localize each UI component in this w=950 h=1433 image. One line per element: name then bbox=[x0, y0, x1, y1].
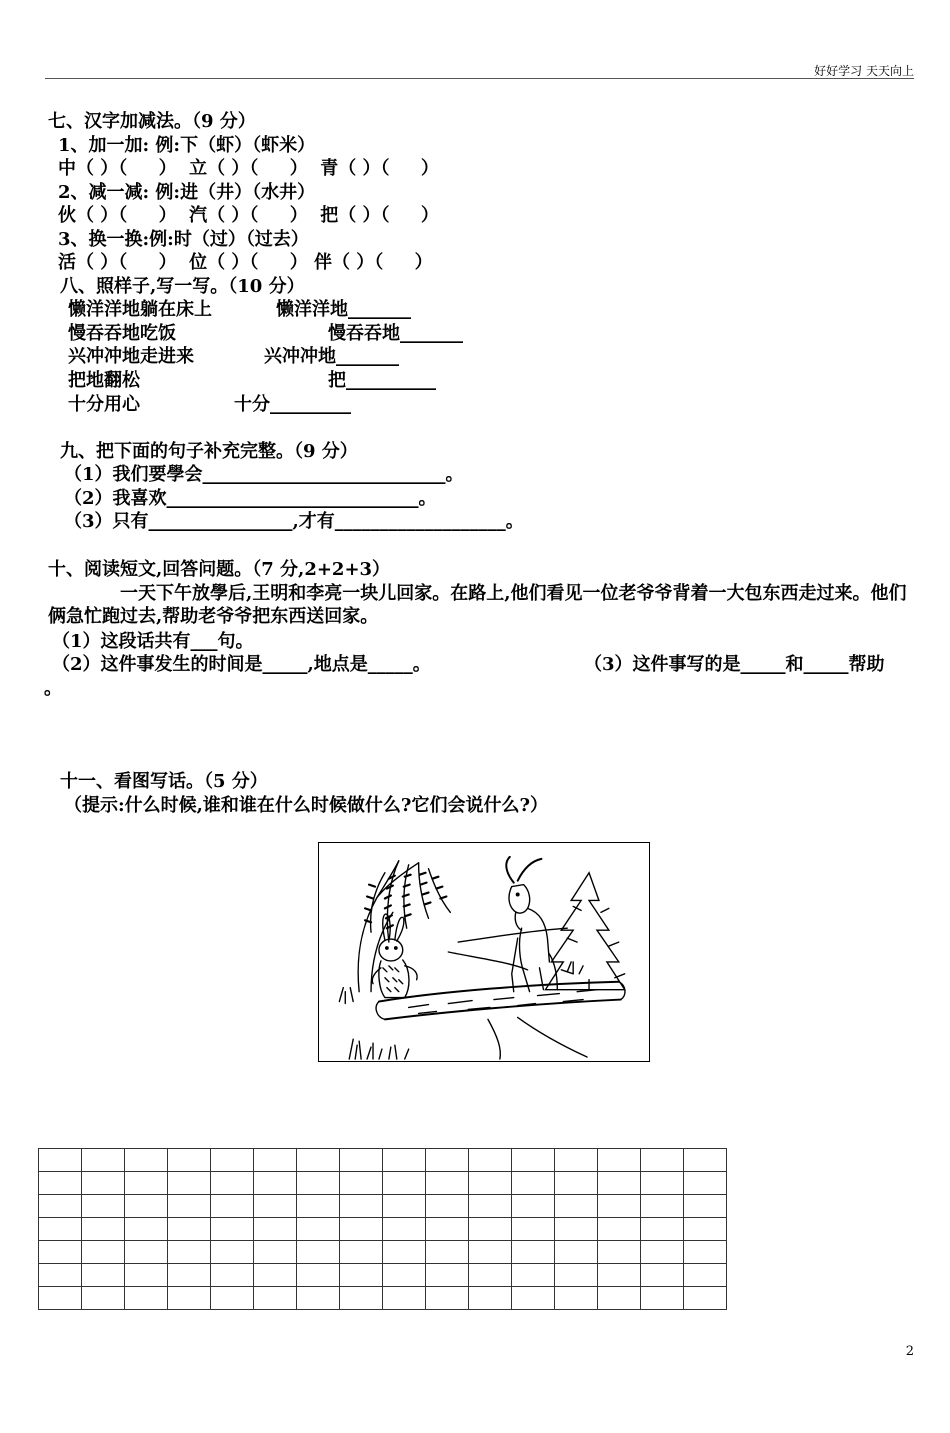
grid-cell[interactable] bbox=[211, 1287, 254, 1310]
grid-row bbox=[39, 1241, 727, 1264]
grid-cell[interactable] bbox=[340, 1241, 383, 1264]
section8-prompt: 十分_________ bbox=[234, 394, 351, 415]
grid-cell[interactable] bbox=[39, 1241, 82, 1264]
section7-q2-items: 伙（ ）（ ） 汽（ ）（ ） 把（ ）（ ） bbox=[58, 205, 439, 226]
grid-cell[interactable] bbox=[469, 1264, 512, 1287]
writing-grid[interactable] bbox=[38, 1148, 727, 1310]
grid-cell[interactable] bbox=[641, 1195, 684, 1218]
grid-cell[interactable] bbox=[512, 1241, 555, 1264]
section8-example: 把地翻松 bbox=[68, 370, 140, 391]
grid-cell[interactable] bbox=[340, 1149, 383, 1172]
grid-cell[interactable] bbox=[125, 1241, 168, 1264]
section8-example: 慢吞吞地吃饭 bbox=[68, 323, 176, 344]
grid-cell[interactable] bbox=[82, 1264, 125, 1287]
grid-cell[interactable] bbox=[254, 1218, 297, 1241]
grid-cell[interactable] bbox=[555, 1264, 598, 1287]
grid-cell[interactable] bbox=[211, 1172, 254, 1195]
section8-prompt: 慢吞吞地_______ bbox=[328, 323, 463, 344]
grid-cell[interactable] bbox=[297, 1195, 340, 1218]
grid-row bbox=[39, 1264, 727, 1287]
page-number: 2 bbox=[905, 1344, 914, 1359]
grid-cell[interactable] bbox=[125, 1149, 168, 1172]
grid-cell[interactable] bbox=[383, 1172, 426, 1195]
header-rule bbox=[45, 78, 914, 79]
grid-cell[interactable] bbox=[512, 1287, 555, 1310]
grid-cell[interactable] bbox=[426, 1264, 469, 1287]
grid-cell[interactable] bbox=[426, 1149, 469, 1172]
grid-cell[interactable] bbox=[641, 1218, 684, 1241]
grid-cell[interactable] bbox=[82, 1195, 125, 1218]
grid-cell[interactable] bbox=[641, 1287, 684, 1310]
grid-cell[interactable] bbox=[82, 1149, 125, 1172]
grid-cell[interactable] bbox=[168, 1149, 211, 1172]
grid-cell[interactable] bbox=[254, 1195, 297, 1218]
grid-cell[interactable] bbox=[254, 1241, 297, 1264]
picture-illustration bbox=[318, 842, 650, 1062]
grid-cell[interactable] bbox=[684, 1149, 727, 1172]
grid-cell[interactable] bbox=[340, 1172, 383, 1195]
section10-q2: （2）这件事发生的时间是_____,地点是_____。 bbox=[52, 654, 431, 675]
section9-q1: （1）我们要學会___________________________。 bbox=[64, 464, 464, 485]
grid-cell[interactable] bbox=[555, 1218, 598, 1241]
grid-cell[interactable] bbox=[39, 1172, 82, 1195]
grid-cell[interactable] bbox=[168, 1241, 211, 1264]
grid-cell[interactable] bbox=[426, 1218, 469, 1241]
header-motto: 好好学习 天天向上 bbox=[814, 64, 914, 78]
grid-cell[interactable] bbox=[125, 1195, 168, 1218]
grid-cell[interactable] bbox=[254, 1264, 297, 1287]
section8-example: 十分用心 bbox=[68, 394, 140, 415]
grid-cell[interactable] bbox=[82, 1172, 125, 1195]
grid-cell[interactable] bbox=[684, 1287, 727, 1310]
section8-prompt: 懒洋洋地_______ bbox=[276, 299, 411, 320]
grid-cell[interactable] bbox=[297, 1149, 340, 1172]
grid-cell[interactable] bbox=[426, 1195, 469, 1218]
grid-cell[interactable] bbox=[39, 1149, 82, 1172]
grid-cell[interactable] bbox=[598, 1149, 641, 1172]
grid-cell[interactable] bbox=[469, 1195, 512, 1218]
grid-cell[interactable] bbox=[254, 1172, 297, 1195]
grid-cell[interactable] bbox=[598, 1287, 641, 1310]
section7-title: 七、汉字加减法。（9 分） bbox=[48, 111, 256, 132]
grid-cell[interactable] bbox=[512, 1264, 555, 1287]
section7-q3: 3、换一换:例:时（过）（过去） bbox=[58, 229, 309, 250]
section10-q3: （3）这件事写的是_____和_____帮助 bbox=[584, 654, 885, 675]
section10-q1: （1）这段话共有___句。 bbox=[52, 631, 254, 652]
grid-cell[interactable] bbox=[297, 1241, 340, 1264]
grid-cell[interactable] bbox=[82, 1287, 125, 1310]
section9-q2: （2）我喜欢____________________________。 bbox=[64, 488, 437, 509]
section9-title: 九、把下面的句子补充完整。（9 分） bbox=[60, 441, 358, 462]
grid-cell[interactable] bbox=[555, 1287, 598, 1310]
grid-cell[interactable] bbox=[168, 1287, 211, 1310]
grid-cell[interactable] bbox=[469, 1241, 512, 1264]
grid-cell[interactable] bbox=[469, 1287, 512, 1310]
grid-cell[interactable] bbox=[39, 1195, 82, 1218]
grid-cell[interactable] bbox=[211, 1241, 254, 1264]
grid-cell[interactable] bbox=[82, 1241, 125, 1264]
grid-cell[interactable] bbox=[512, 1149, 555, 1172]
rabbit-goat-bridge-image bbox=[319, 843, 649, 1061]
grid-cell[interactable] bbox=[211, 1149, 254, 1172]
grid-cell[interactable] bbox=[555, 1149, 598, 1172]
grid-cell[interactable] bbox=[598, 1241, 641, 1264]
grid-cell[interactable] bbox=[555, 1172, 598, 1195]
grid-cell[interactable] bbox=[512, 1172, 555, 1195]
grid-cell[interactable] bbox=[39, 1264, 82, 1287]
grid-cell[interactable] bbox=[383, 1287, 426, 1310]
section8-title: 八、照样子,写一写。（10 分） bbox=[60, 276, 305, 297]
grid-cell[interactable] bbox=[512, 1218, 555, 1241]
section10-passage: 一天下午放學后,王明和李亮一块儿回家。在路上,他们看见一位老爷爷背着一大包东西走过来。他们俩急忙跑过去,帮助老爷爷把东西送回家。 bbox=[48, 583, 907, 627]
grid-cell[interactable] bbox=[641, 1149, 684, 1172]
grid-cell[interactable] bbox=[297, 1172, 340, 1195]
section10-title: 十、阅读短文,回答问题。（7 分,2+2+3） bbox=[48, 559, 391, 580]
grid-cell[interactable] bbox=[426, 1287, 469, 1310]
grid-cell[interactable] bbox=[598, 1172, 641, 1195]
grid-cell[interactable] bbox=[598, 1264, 641, 1287]
grid-cell[interactable] bbox=[684, 1264, 727, 1287]
grid-row bbox=[39, 1149, 727, 1172]
grid-cell[interactable] bbox=[684, 1172, 727, 1195]
grid-cell[interactable] bbox=[340, 1287, 383, 1310]
grid-cell[interactable] bbox=[125, 1218, 168, 1241]
grid-cell[interactable] bbox=[211, 1218, 254, 1241]
grid-cell[interactable] bbox=[512, 1195, 555, 1218]
grid-cell[interactable] bbox=[297, 1287, 340, 1310]
grid-cell[interactable] bbox=[469, 1172, 512, 1195]
grid-cell[interactable] bbox=[383, 1149, 426, 1172]
grid-cell[interactable] bbox=[125, 1287, 168, 1310]
grid-cell[interactable] bbox=[340, 1264, 383, 1287]
grid-cell[interactable] bbox=[598, 1195, 641, 1218]
grid-row bbox=[39, 1287, 727, 1310]
grid-cell[interactable] bbox=[125, 1264, 168, 1287]
grid-cell[interactable] bbox=[254, 1149, 297, 1172]
grid-cell[interactable] bbox=[469, 1149, 512, 1172]
grid-cell[interactable] bbox=[469, 1218, 512, 1241]
grid-cell[interactable] bbox=[684, 1195, 727, 1218]
grid-cell[interactable] bbox=[684, 1241, 727, 1264]
section8-prompt: 把__________ bbox=[328, 370, 436, 391]
grid-cell[interactable] bbox=[383, 1218, 426, 1241]
section7-q3-items: 活（ ）（ ） 位（ ）（ ） 伴（ ）（ ） bbox=[58, 252, 433, 273]
grid-cell[interactable] bbox=[383, 1195, 426, 1218]
section8-example: 兴冲冲地走进来 bbox=[68, 346, 194, 367]
section7-q2: 2、减一减: 例:进（井）（水井） bbox=[58, 182, 316, 203]
section8-example: 懒洋洋地躺在床上 bbox=[68, 299, 212, 320]
section7-q1: 1、加一加: 例:下（虾）（虾米） bbox=[58, 135, 316, 156]
grid-row bbox=[39, 1195, 727, 1218]
grid-cell[interactable] bbox=[125, 1172, 168, 1195]
grid-cell[interactable] bbox=[598, 1218, 641, 1241]
section7-q1-items: 中（ ）（ ） 立（ ）（ ） 青（ ）（ ） bbox=[58, 158, 439, 179]
grid-cell[interactable] bbox=[684, 1218, 727, 1241]
section9-q3: （3）只有________________,才有___________________。 bbox=[64, 511, 524, 532]
section11-hint: （提示:什么时候,谁和谁在什么时候做什么?它们会说什么?） bbox=[64, 795, 549, 816]
section11-title: 十一、看图写话。（5 分） bbox=[60, 771, 268, 792]
grid-cell[interactable] bbox=[211, 1264, 254, 1287]
grid-cell[interactable] bbox=[383, 1264, 426, 1287]
grid-row bbox=[39, 1218, 727, 1241]
grid-cell[interactable] bbox=[39, 1287, 82, 1310]
grid-cell[interactable] bbox=[555, 1241, 598, 1264]
grid-cell[interactable] bbox=[340, 1195, 383, 1218]
grid-cell[interactable] bbox=[39, 1218, 82, 1241]
section10-q3-end: 。 bbox=[44, 678, 62, 699]
grid-cell[interactable] bbox=[555, 1195, 598, 1218]
grid-cell[interactable] bbox=[168, 1264, 211, 1287]
grid-cell[interactable] bbox=[641, 1264, 684, 1287]
grid-cell[interactable] bbox=[641, 1241, 684, 1264]
grid-cell[interactable] bbox=[297, 1218, 340, 1241]
grid-cell[interactable] bbox=[426, 1241, 469, 1264]
grid-cell[interactable] bbox=[168, 1195, 211, 1218]
grid-cell[interactable] bbox=[168, 1218, 211, 1241]
grid-cell[interactable] bbox=[211, 1195, 254, 1218]
grid-cell[interactable] bbox=[297, 1264, 340, 1287]
grid-cell[interactable] bbox=[82, 1218, 125, 1241]
grid-cell[interactable] bbox=[641, 1172, 684, 1195]
grid-cell[interactable] bbox=[383, 1241, 426, 1264]
grid-cell[interactable] bbox=[168, 1172, 211, 1195]
grid-cell[interactable] bbox=[254, 1287, 297, 1310]
grid-cell[interactable] bbox=[340, 1218, 383, 1241]
grid-cell[interactable] bbox=[426, 1172, 469, 1195]
grid-row bbox=[39, 1172, 727, 1195]
section8-prompt: 兴冲冲地_______ bbox=[264, 346, 399, 367]
